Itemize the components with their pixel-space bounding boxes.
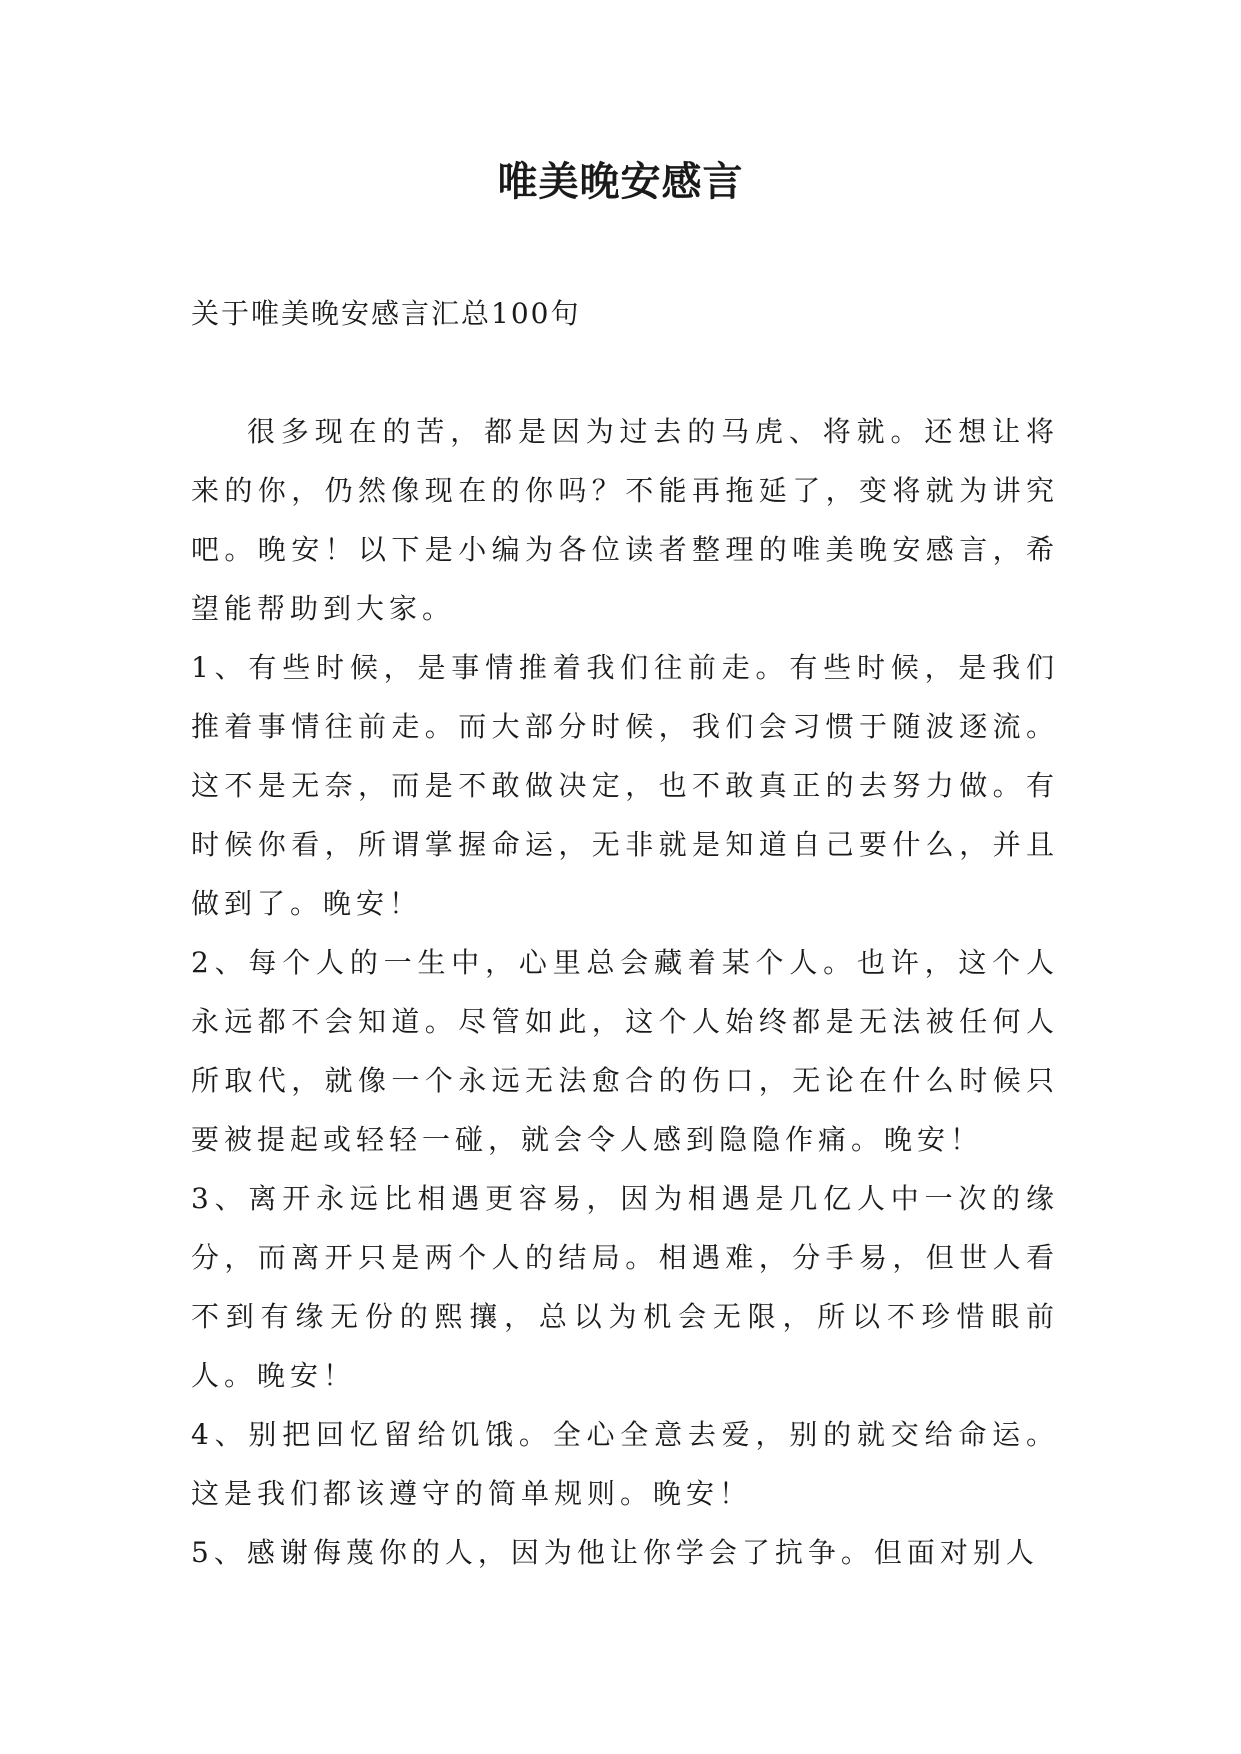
list-item: 4、别把回忆留给饥饿。全心全意去爱，别的就交给命运。这是我们都该遵守的简单规则。晚安！ — [191, 1418, 1059, 1510]
intro-paragraph: 很多现在的苦，都是因为过去的马虎、将就。还想让将来的你，仍然像现在的你吗？不能再拖延了，变将就为讲究吧。晚安！以下是小编为各位读者整理的唯美晚安感言，希望能帮助到大家。 — [191, 415, 1059, 625]
list-item: 2、每个人的一生中，心里总会藏着某个人。也许，这个人永远都不会知道。尽管如此，这个人始终都是无法被任何人所取代，就像一个永远无法愈合的伤口，无论在什么时候只要被提起或轻轻一碰，就会令人感到隐隐作痛。晚安！ — [191, 946, 1059, 1156]
document-subtitle: 关于唯美晚安感言汇总100句 — [191, 297, 581, 330]
document-title: 唯美晚安感言 — [497, 159, 744, 205]
document-body — [191, 402, 1059, 1582]
list-item: 5、感谢侮蔑你的人，因为他让你学会了抗争。但面对别人 — [191, 1536, 1039, 1569]
list-item: 1、有些时候，是事情推着我们往前走。有些时候，是我们推着事情往前走。而大部分时候，我们会习惯于随波逐流。这不是无奈，而是不敢做决定，也不敢真正的去努力做。有时候你看，所谓掌握命运，无非就是知道自己要什么，并且做到了。晚安！ — [191, 651, 1059, 920]
list-item: 3、离开永远比相遇更容易，因为相遇是几亿人中一次的缘分，而离开只是两个人的结局。相遇难，分手易，但世人看不到有缘无份的熙攘，总以为机会无限，所以不珍惜眼前人。晚安！ — [191, 1182, 1059, 1392]
